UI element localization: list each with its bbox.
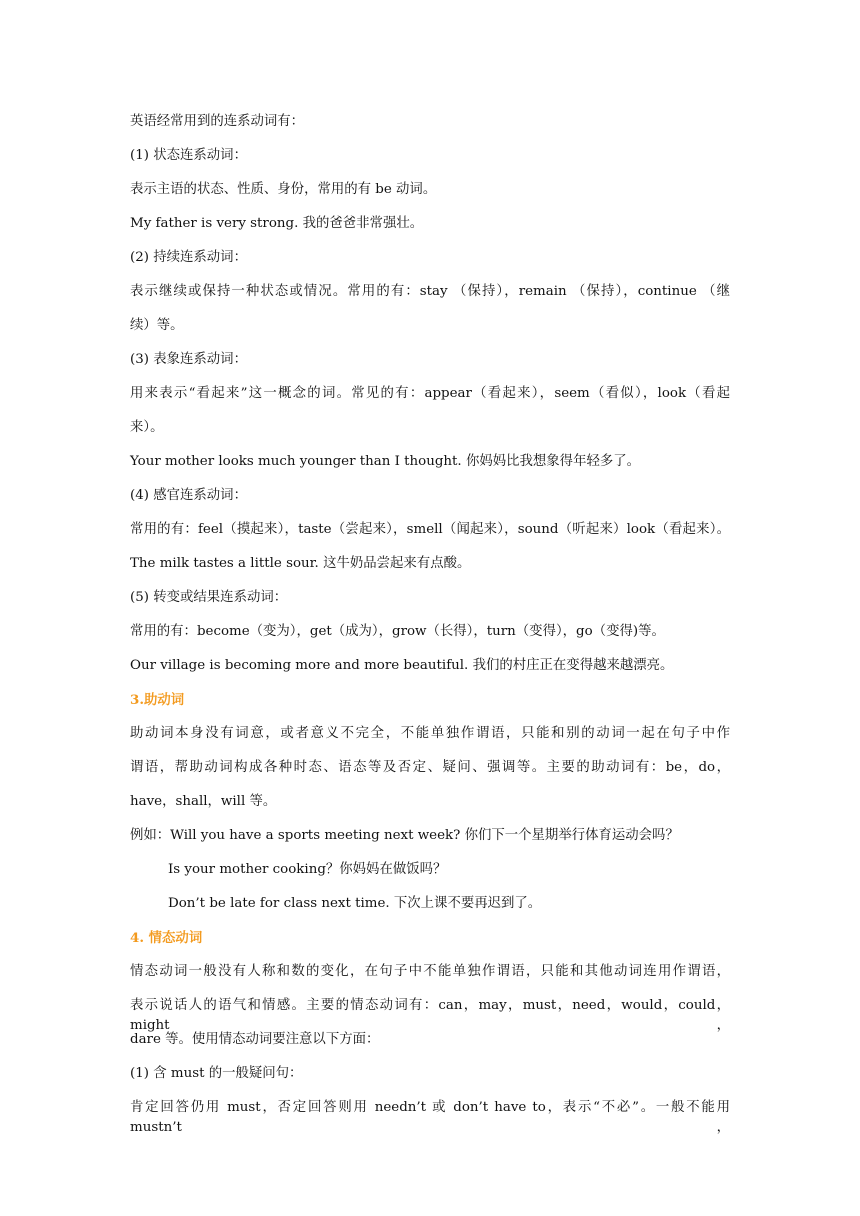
section-heading-modal: 4. 情态动词 [130, 930, 203, 946]
subheading-appearance: (3) 表象连系动词： [130, 352, 247, 367]
paragraph-line: have，shall，will 等。 [130, 794, 277, 809]
subheading-change: (5) 转变或结果连系动词： [130, 590, 288, 605]
example-sentence: Is your mother cooking？你妈妈在做饭吗？ [168, 862, 447, 877]
example-sentence: Our village is becoming more and more beautiful. 我们的村庄正在变得越来越漂亮。 [130, 658, 674, 673]
subheading-must-question: (1) 含 must 的一般疑问句： [130, 1066, 303, 1081]
subheading-stative: (1) 状态连系动词： [130, 148, 247, 163]
paragraph-line: dare 等。使用情态动词要注意以下方面： [130, 1032, 380, 1047]
section-heading-auxiliary: 3.助动词 [130, 692, 185, 708]
paragraph-line: 来）。 [130, 420, 164, 435]
paragraph-line: 常用的有：feel（摸起来），taste（尝起来），smell（闻起来），sound（听起来）look（看起来）。 [130, 522, 730, 537]
paragraph-line: 用来表示“看起来”这一概念的词。常见的有：appear（看起来），seem（看似），look（看起 [130, 386, 730, 401]
paragraph-line: 表示主语的状态、性质、身份，常用的有 be 动词。 [130, 182, 437, 197]
paragraph-line: 表示继续或保持一种状态或情况。常用的有：stay （保持），remain （保持），continue （继 [130, 284, 730, 299]
subheading-continuative: (2) 持续连系动词： [130, 250, 247, 265]
example-sentence: Your mother looks much younger than I thought. 你妈妈比我想象得年轻多了。 [130, 454, 641, 469]
paragraph-line: 表示说话人的语气和情感。主要的情态动词有：can，may，must，need，would，could，might， [130, 998, 730, 1033]
paragraph-line: 常用的有：become（变为），get（成为），grow（长得），turn（变得），go（变得)等。 [130, 624, 665, 639]
example-sentence: Don’t be late for class next time. 下次上课不要再迟到了。 [168, 896, 542, 911]
intro-line: 英语经常用到的连系动词有： [130, 114, 305, 129]
paragraph-line: 助动词本身没有词意，或者意义不完全，不能单独作谓语，只能和别的动词一起在句子中作 [130, 726, 730, 741]
paragraph-line: 续）等。 [130, 318, 184, 333]
example-sentence: The milk tastes a little sour. 这牛奶品尝起来有点酸。 [130, 556, 471, 571]
subheading-sensory: (4) 感官连系动词： [130, 488, 247, 503]
paragraph-line: 肯定回答仍用 must，否定回答则用 needn’t 或 don’t have to，表示“不必”。一般不能用 mustn’t， [130, 1100, 730, 1135]
paragraph-line: 情态动词一般没有人称和数的变化，在句子中不能单独作谓语，只能和其他动词连用作谓语， [130, 964, 730, 979]
paragraph-line: 谓语，帮助动词构成各种时态、语态等及否定、疑问、强调等。主要的助动词有：be，do， [130, 760, 730, 775]
example-sentence: 例如：Will you have a sports meeting next week? 你们下一个星期举行体育运动会吗？ [130, 828, 679, 843]
example-sentence: My father is very strong. 我的爸爸非常强壮。 [130, 216, 424, 231]
